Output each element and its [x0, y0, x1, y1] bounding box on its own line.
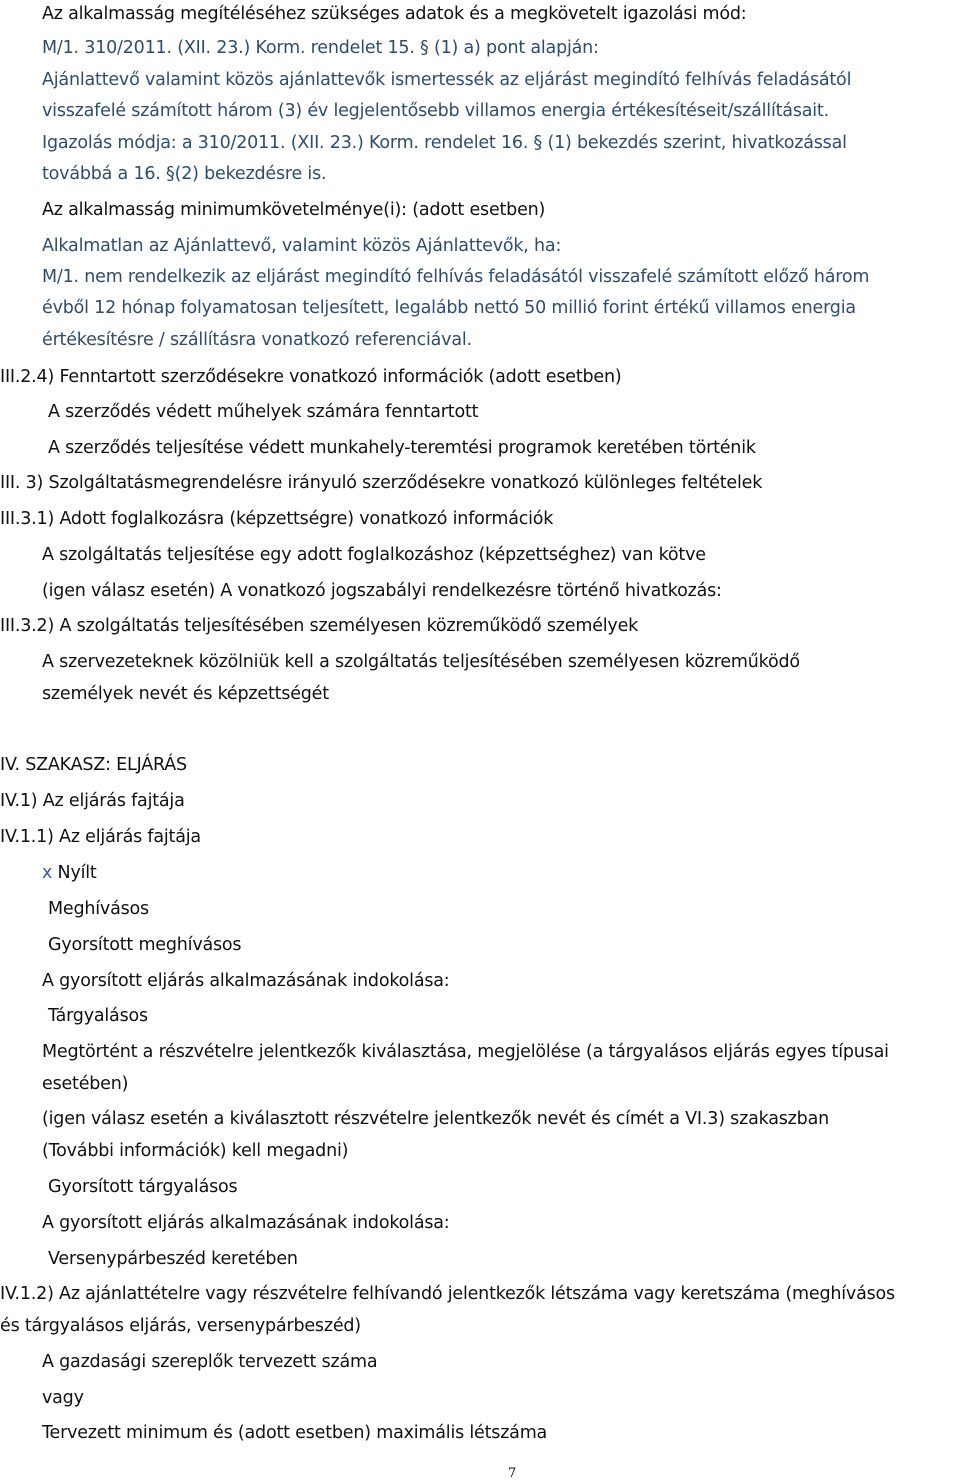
text-line: Igazolás módja: a 310/2011. (XII. 23.) Korm. rendelet 16. § (1) bekezdés szerint, hivatkozással: [42, 133, 847, 153]
option-line: Gyorsított tárgyalásos: [48, 1177, 238, 1197]
text-line: (További információk) kell megadni): [42, 1141, 349, 1161]
text-line: A gyorsított eljárás alkalmazásának indokolása:: [42, 971, 450, 991]
text-line: továbbá a 16. §(2) bekezdésre is.: [42, 164, 327, 184]
section-heading: III. 3) Szolgáltatásmegrendelésre irányuló szerződésekre vonatkozó különleges feltételek: [0, 473, 763, 493]
text-line: Az alkalmasság minimumkövetelménye(i): (adott esetben): [42, 200, 546, 220]
option-line: Tárgyalásos: [48, 1006, 148, 1026]
section-heading: III.2.4) Fenntartott szerződésekre vonatkozó információk (adott esetben): [0, 367, 622, 387]
option-label: Nyílt: [57, 863, 97, 883]
checkbox-mark: x: [42, 863, 53, 883]
text-line: Alkalmatlan az Ajánlattevő, valamint közös Ajánlattevők, ha:: [42, 236, 562, 256]
text-line: visszafelé számított három (3) év legjelentősebb villamos energia értékesítéseit/szállításait.: [42, 101, 829, 121]
section-heading: III.3.2) A szolgáltatás teljesítésében személyesen közreműködő személyek: [0, 616, 639, 636]
page-number: 7: [508, 1466, 517, 1481]
text-line: A szolgáltatás teljesítése egy adott foglalkozáshoz (képzettséghez) van kötve: [42, 545, 706, 565]
text-line: M/1. nem rendelkezik az eljárást megindító felhívás feladásától visszafelé számított előző három: [42, 267, 870, 287]
section-heading: IV.1) Az eljárás fajtája: [0, 791, 185, 811]
text-line: értékesítésre / szállításra vonatkozó referenciával.: [42, 330, 472, 350]
text-line: (igen válasz esetén a kiválasztott részvételre jelentkezők nevét és címét a VI.3) szakaszban: [42, 1109, 829, 1129]
text-line: A gazdasági szereplők tervezett száma: [42, 1352, 378, 1372]
text-line: A szerződés teljesítése védett munkahely-teremtési programok keretében történik: [48, 438, 756, 458]
text-line: évből 12 hónap folyamatosan teljesített, legalább nettó 50 millió forint értékű villamos energia: [42, 298, 856, 318]
section-heading: III.3.1) Adott foglalkozásra (képzettségre) vonatkozó információk: [0, 509, 554, 529]
text-line: vagy: [42, 1388, 84, 1408]
section-heading: IV.1.1) Az eljárás fajtája: [0, 827, 201, 847]
option-line: Versenypárbeszéd keretében: [48, 1249, 298, 1269]
option-line: Gyorsított meghívásos: [48, 935, 242, 955]
text-line: A szerződés védett műhelyek számára fenntartott: [48, 402, 479, 422]
text-line: M/1. 310/2011. (XII. 23.) Korm. rendelet 15. § (1) a) pont alapján:: [42, 38, 599, 58]
text-line: (igen válasz esetén) A vonatkozó jogszabályi rendelkezésre történő hivatkozás:: [42, 581, 722, 601]
option-line: [42, 861, 97, 885]
text-line: A gyorsított eljárás alkalmazásának indokolása:: [42, 1213, 450, 1233]
text-line: Ajánlattevő valamint közös ajánlattevők ismertessék az eljárást megindító felhívás feladásától: [42, 70, 852, 90]
section-title: IV. SZAKASZ: ELJÁRÁS: [0, 755, 187, 775]
section-heading: IV.1.2) Az ajánlattételre vagy részvételre felhívandó jelentkezők létszáma vagy keretszáma (meghívásos: [0, 1284, 895, 1304]
text-line: Az alkalmasság megítéléséhez szükséges adatok és a megkövetelt igazolási mód:: [42, 4, 747, 24]
text-line: Tervezett minimum és (adott esetben) maximális létszáma: [42, 1423, 548, 1443]
option-line: Meghívásos: [48, 899, 149, 919]
text-line: A szervezeteknek közölniük kell a szolgáltatás teljesítésében személyesen közreműködő: [42, 652, 800, 672]
text-line: személyek nevét és képzettségét: [42, 684, 329, 704]
text-line: Megtörtént a részvételre jelentkezők kiválasztása, megjelölése (a tárgyalásos eljárás egyes típusai: [42, 1042, 889, 1062]
text-line: és tárgyalásos eljárás, versenypárbeszéd): [0, 1316, 361, 1336]
text-line: esetében): [42, 1074, 129, 1094]
